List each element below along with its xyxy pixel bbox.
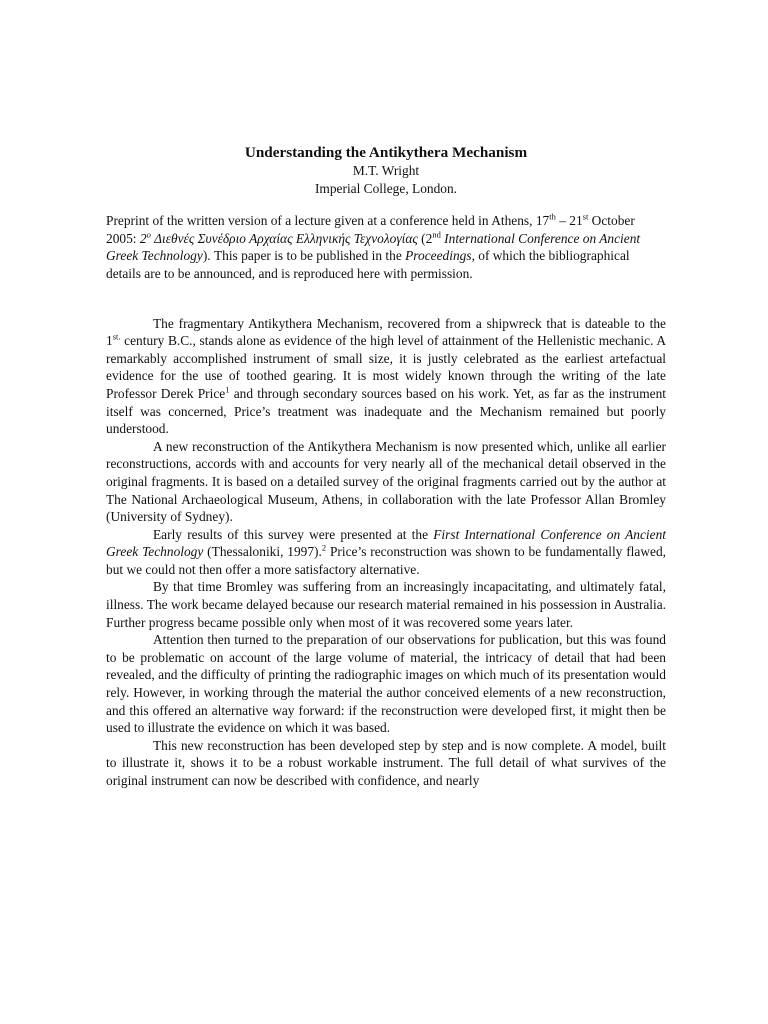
paper-title: Understanding the Antikythera Mechanism (244, 144, 528, 161)
proceedings-title: Proceedings (405, 248, 472, 264)
preprint-text: – 21 (555, 213, 583, 229)
author-name: M.T. Wright (352, 163, 420, 178)
conference-name: International Conference on Ancient Greek Technology (106, 230, 641, 264)
paragraph: The fragmentary Antikythera Mechanism, recovered from a shipwreck that is dateable to the $1^{st.}$ century B.C., stands alone as evidence of the high level of attainment of the Hellenistic mechanic. A remarkably accomplished instrument of small size, it is justly celebrated as the earliest artefactual evidence for the use of toothed gearing. It is most widely known through the writing of the late Professor Derek Price$^1$ and through secondary sources based on his work. Yet, as far as the instrument itself was concerned, Price’s treatment was inadequate and the Mechanism remained but poorly understood. (106, 315, 666, 437)
paragraph: This new reconstruction has been developed step by step and is now complete. A model, built to illustrate it, shows it to be a robust workable instrument. The full detail of what survives of the original instrument can now be described with confidence, and nearly (106, 737, 666, 788)
footnote-ref: 1 (225, 384, 230, 395)
author-affiliation: Imperial College, London. (314, 180, 458, 196)
preprint-text: (2 (417, 230, 433, 246)
footnote-ref: 2 (321, 542, 327, 553)
conference-name: First International Conference on Ancient Greek Technology (106, 526, 667, 560)
document-page (106, 143, 666, 790)
superscript: nd (432, 229, 441, 240)
body-text (106, 315, 666, 790)
preprint-note (106, 212, 666, 282)
preprint-text: , of which the bibliographical details are to be announced, and is reproduced here with permission. (106, 248, 630, 281)
preprint-text: ). This paper is to be published in the (202, 248, 406, 264)
paragraph: Attention then turned to the preparation of our observations for publication, but this was found to be problematic on account of the large volume of material, the intricacy of detail that had been revealed, and the difficulty of printing the radiographic images on which much of its presentation would rely. However, in working through the material the author conceived elements of a new reconstruction, and this offered an alternative way forward: if the reconstruction were developed first, it might then be used to illustrate the evidence on which it was based. (106, 632, 666, 736)
paragraph: A new reconstruction of the Antikythera Mechanism is now presented which, unlike all earlier reconstructions, accords with and accounts for very nearly all of the mechanical detail observed in the original fragments. It is based on a detailed survey of the original fragments carried out by the author at The National Archaeological Museum, Athens, in collaboration with the late Professor Allan Bromley (University of Sydney). (106, 438, 666, 525)
paragraph: Early results of this survey were presented at the First International Conference on Ancient Greek Technology (Thessaloniki, 1997).$^2$ Price’s reconstruction was shown to be fundamentally flawed, but we could not then offer a more satisfactory alternative. (106, 526, 667, 577)
superscript: st (582, 211, 589, 222)
superscript: o (146, 229, 151, 240)
preprint-text: Preprint of the written version of a lecture given at a conference held in Athens, 17 (106, 213, 550, 229)
superscript: st. (112, 331, 121, 342)
preprint-text: October 2005: (106, 213, 635, 246)
superscript: th (549, 211, 556, 222)
greek-conference-name: 2$^o$ Διεθνές Συνέδριο Αρχαίας Ελληνικής Τεχνολογίας (139, 229, 418, 246)
paragraph: By that time Bromley was suffering from an increasingly incapacitating, and ultimately fatal, illness. The work became delayed because our research material remained in his possession in Australia. Further progress became possible only when most of it was recovered some years later. (106, 579, 666, 630)
